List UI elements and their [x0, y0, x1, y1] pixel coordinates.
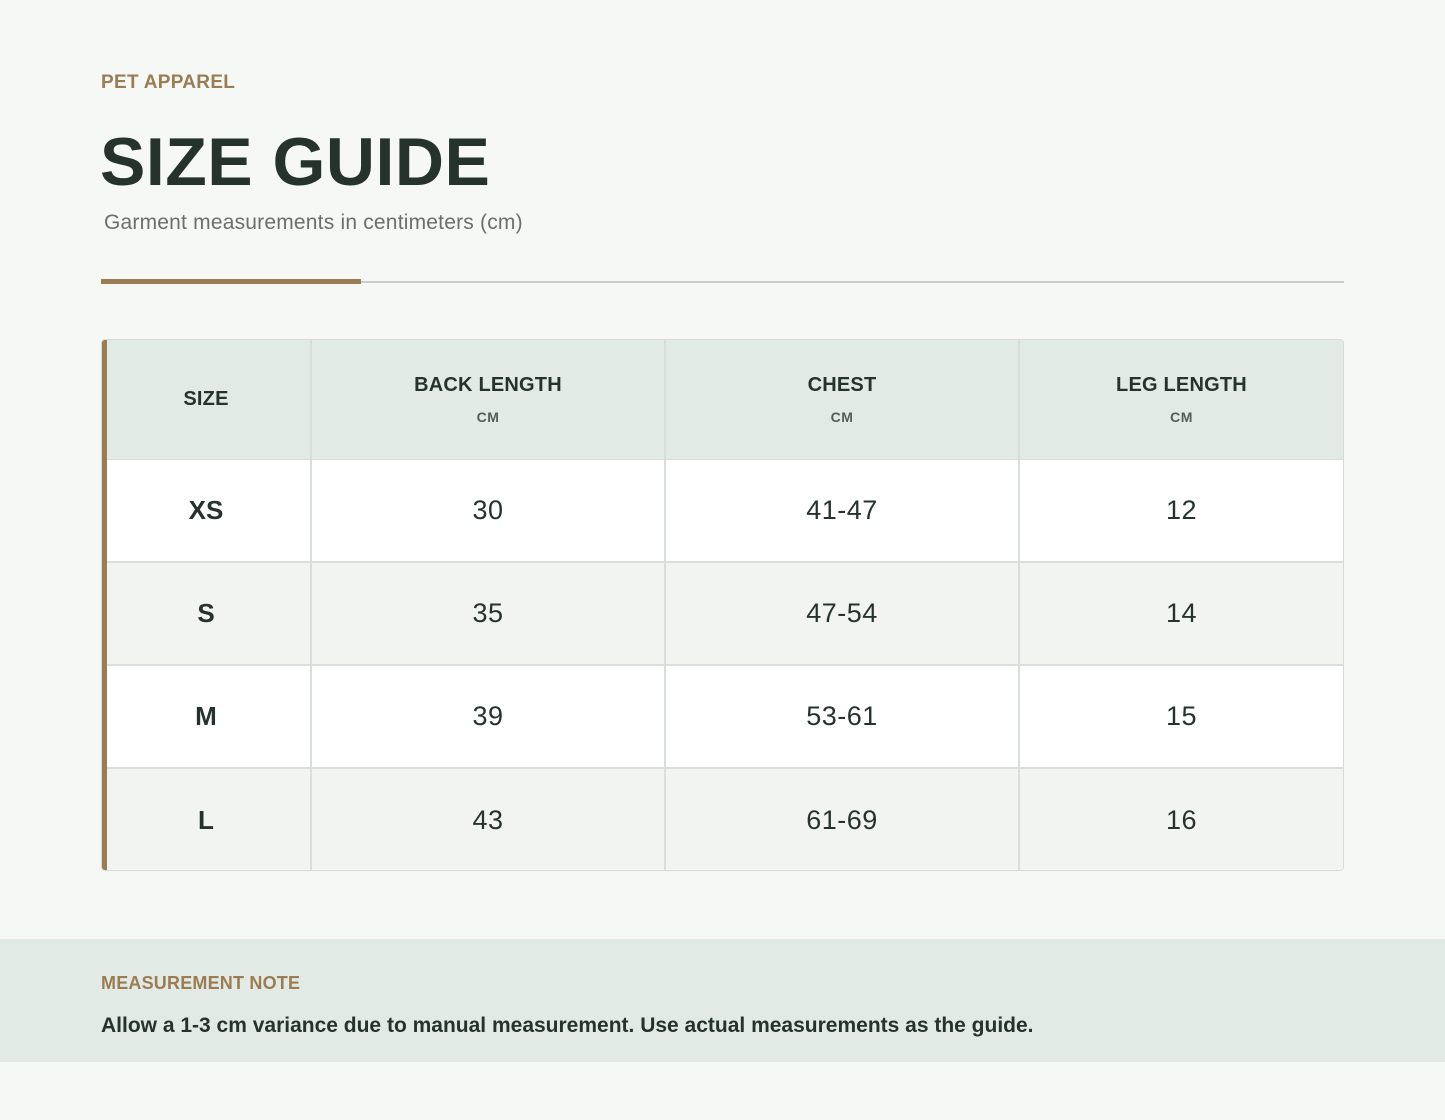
- column-header-label: SIZE: [183, 387, 229, 410]
- column-header-unit: CM: [830, 408, 854, 425]
- column-header-label: BACK LENGTH: [414, 373, 562, 396]
- table-row: [102, 459, 1343, 562]
- table-accent-bar: [102, 340, 107, 870]
- size-cell: S: [102, 562, 311, 665]
- size-cell: L: [102, 768, 311, 871]
- column-header-chest: [665, 340, 1019, 459]
- note-label: MEASUREMENT NOTE: [101, 973, 301, 993]
- size-cell: XS: [102, 459, 311, 562]
- back-length-cell: 43: [311, 768, 665, 871]
- divider-accent: [101, 279, 361, 284]
- column-header-back-length: [311, 340, 665, 459]
- leg-length-cell: 12: [1019, 459, 1343, 562]
- eyebrow-label: PET APPAREL: [101, 72, 236, 93]
- column-header-label: LEG LENGTH: [1116, 373, 1247, 396]
- column-header-size: [102, 340, 311, 459]
- note-text: Allow a 1-3 cm variance due to manual measurement. Use actual measurements as the guide.: [101, 1014, 1034, 1037]
- leg-length-cell: 15: [1019, 665, 1343, 768]
- column-header-leg-length: [1019, 340, 1343, 459]
- size-table: [102, 340, 1343, 871]
- chest-cell: 61-69: [665, 768, 1019, 871]
- table-row: [102, 768, 1343, 871]
- back-length-cell: 39: [311, 665, 665, 768]
- table-row: [102, 665, 1343, 768]
- column-header-label: CHEST: [807, 373, 877, 396]
- measurement-note-band: [0, 939, 1445, 1062]
- chest-cell: 47-54: [665, 562, 1019, 665]
- table-row: [102, 562, 1343, 665]
- size-table-container: [101, 339, 1344, 871]
- page-subtitle: Garment measurements in centimeters (cm): [104, 211, 523, 234]
- back-length-cell: 35: [311, 562, 665, 665]
- chest-cell: 41-47: [665, 459, 1019, 562]
- leg-length-cell: 16: [1165, 804, 1198, 835]
- table-header-row: [102, 340, 1343, 459]
- column-header-unit: CM: [1170, 408, 1193, 425]
- page-title: SIZE GUIDE: [100, 124, 491, 200]
- leg-length-cell: 14: [1019, 562, 1343, 665]
- chest-cell: 53-61: [665, 665, 1019, 768]
- size-cell: M: [102, 665, 311, 768]
- back-length-cell: 30: [311, 459, 665, 562]
- column-header-unit: CM: [476, 408, 500, 425]
